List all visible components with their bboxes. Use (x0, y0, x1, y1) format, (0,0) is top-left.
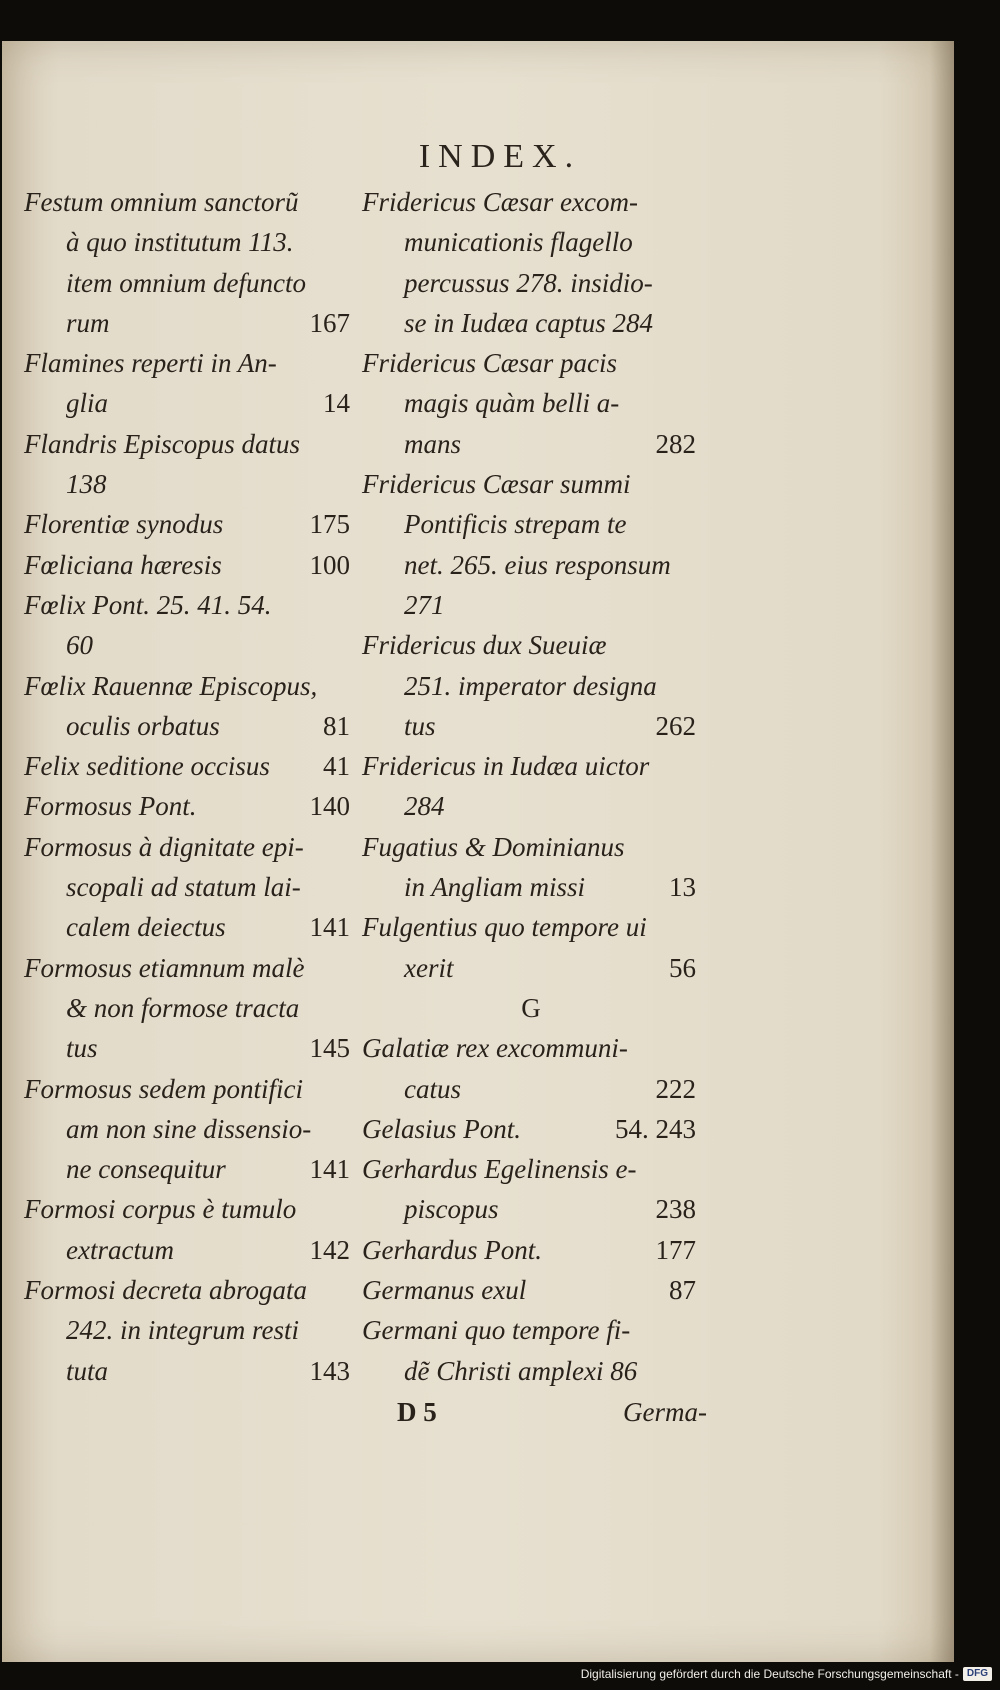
index-entry-line (362, 303, 700, 343)
index-entry-line (24, 303, 354, 343)
entry-text: Florentiæ synodus (24, 509, 224, 540)
entry-text: Fœlix Rauennæ Episcopus, (24, 670, 318, 701)
index-entry-line (362, 625, 700, 665)
index-entry-line (24, 182, 354, 222)
entry-text: 251. imperator designa (404, 670, 657, 701)
entry-text: 60 (66, 630, 93, 661)
entry-page-number: 238 (655, 1194, 696, 1225)
index-entry-line (362, 222, 700, 262)
entry-page-number: 167 (309, 307, 350, 338)
index-entry-line (362, 1028, 700, 1068)
index-entry-line (24, 948, 354, 988)
entry-text: 242. in integrum resti (66, 1315, 299, 1346)
index-entry-line (362, 585, 700, 625)
entry-text: Fridericus Cæsar pacis (362, 348, 618, 379)
index-entry-line (24, 263, 354, 303)
index-entry-line (24, 343, 354, 383)
entry-text: xerit (404, 952, 454, 983)
entry-text: Fridericus in Iudæa uictor (362, 751, 650, 782)
entry-page-number: 87 (669, 1275, 696, 1306)
index-entry-line (24, 545, 354, 585)
entry-text: Gerhardus Egelinensis e- (362, 1154, 637, 1185)
entry-page-number: 54. 243 (615, 1113, 696, 1144)
index-entry-line (362, 706, 700, 746)
index-entry-line (362, 666, 700, 706)
index-entry-line (362, 907, 700, 947)
entry-page-number: 145 (309, 1033, 350, 1064)
entry-text: G (521, 992, 541, 1023)
entry-text: Festum omnium sanctorũ (24, 187, 299, 217)
entry-text: Formosus à dignitate epi- (24, 831, 304, 862)
entry-page-number: 282 (655, 428, 696, 459)
entry-text: Formosi corpus è tumulo (24, 1194, 297, 1225)
entry-text: in Angliam missi (404, 872, 586, 903)
index-entry-line (24, 504, 354, 544)
index-entry-line (24, 222, 354, 262)
index-entry-line (24, 424, 354, 464)
entry-text: rum (66, 307, 110, 338)
index-column-right (362, 182, 700, 1391)
entry-text: Gelasius Pont. (362, 1113, 521, 1144)
index-entry-line (362, 182, 700, 222)
entry-text: Felix seditione occisus (24, 751, 270, 782)
entry-text: & non formose tracta (66, 992, 300, 1023)
entry-text: Fridericus Cæsar summi (362, 469, 631, 500)
entry-page-number: 175 (309, 509, 350, 540)
entry-text: Fulgentius quo tempore ui (362, 912, 647, 943)
entry-text: percussus 278. insidio- (404, 267, 653, 298)
entry-text: municationis flagello (404, 227, 633, 258)
index-entry-line (24, 666, 354, 706)
entry-text: net. 265. eius responsum (404, 549, 671, 580)
entry-text: Formosus sedem pontifici (24, 1073, 303, 1104)
entry-text: Fœlix Pont. 25. 41. 54. (24, 589, 272, 620)
entry-text: se in Iudæa captus 284 (404, 307, 653, 338)
entry-text: Flandris Episcopus datus (24, 428, 301, 459)
index-entry-line (362, 867, 700, 907)
entry-text: Formosus etiamnum malè (24, 952, 305, 983)
index-entry-line (362, 1230, 700, 1270)
index-entry-line (362, 746, 700, 786)
index-entry-line (362, 383, 700, 423)
index-entry-line (362, 504, 700, 544)
index-entry-line (24, 827, 354, 867)
index-entry-line (24, 988, 354, 1028)
entry-text: Pontificis strepam te (404, 509, 627, 540)
entry-text: catus (404, 1073, 461, 1104)
index-entry-line (24, 383, 354, 423)
entry-page-number: 41 (323, 751, 350, 782)
index-entry-line (24, 1230, 354, 1270)
entry-text: Germanus exul (362, 1275, 527, 1306)
section-letter (362, 988, 700, 1028)
entry-text: Galatiæ rex excommuni- (362, 1033, 628, 1064)
entry-text: Flamines reperti in An- (24, 348, 277, 379)
index-entry-line (362, 948, 700, 988)
index-entry-line (362, 1351, 700, 1391)
entry-page-number: 141 (309, 1154, 350, 1185)
index-entry-line (362, 1189, 700, 1229)
entry-text: 284 (404, 791, 445, 822)
entry-text: Gerhardus Pont. (362, 1234, 543, 1265)
index-entry-line (24, 625, 354, 665)
entry-text: calem deiectus (66, 912, 226, 943)
index-entry-line (24, 464, 354, 504)
entry-page-number: 13 (669, 872, 696, 903)
entry-text: Fridericus Cæsar excom- (362, 187, 638, 217)
entry-text: Formosus Pont. (24, 791, 197, 822)
index-entry-line (24, 1310, 354, 1350)
entry-text: ne consequitur (66, 1154, 226, 1185)
entry-text: oculis orbatus (66, 710, 220, 741)
entry-text: item omnium defuncto (66, 267, 306, 298)
index-entry-line (362, 786, 700, 826)
page-title: INDEX. (418, 138, 582, 175)
index-entry-line (24, 706, 354, 746)
index-entry-line (24, 1270, 354, 1310)
index-entry-line (362, 1069, 700, 1109)
entry-text: à quo institutum 113. (66, 227, 294, 258)
index-entry-line (362, 343, 700, 383)
index-entry-line (362, 545, 700, 585)
entry-text: tus (66, 1033, 98, 1064)
entry-text: extractum (66, 1234, 174, 1265)
index-entry-line (24, 1069, 354, 1109)
entry-page-number: 100 (309, 549, 350, 580)
entry-text: dẽ Christi amplexi 86 (404, 1355, 638, 1386)
entry-text: scopali ad statum lai- (66, 872, 301, 903)
signature-mark: D 5 (397, 1397, 437, 1427)
index-entry-line (362, 424, 700, 464)
entry-page-number: 56 (669, 952, 696, 983)
entry-page-number: 262 (655, 710, 696, 741)
entry-text: tus (404, 710, 436, 741)
index-entry-line (362, 1270, 700, 1310)
entry-text: 271 (404, 589, 445, 620)
entry-text: Formosi decreta abrogata (24, 1275, 307, 1306)
entry-text: Fœliciana hæresis (24, 549, 222, 580)
index-entry-line (24, 585, 354, 625)
entry-text: glia (66, 388, 109, 419)
entry-text: Germani quo tempore fi- (362, 1315, 631, 1346)
funding-footer (581, 1664, 992, 1684)
entry-text: piscopus (404, 1194, 499, 1225)
index-entry-line (24, 746, 354, 786)
entry-text: Fugatius & Dominianus (362, 831, 625, 862)
index-entry-line (24, 907, 354, 947)
index-entry-line (24, 1149, 354, 1189)
entry-text: magis quàm belli a- (404, 388, 620, 419)
entry-text: tuta (66, 1355, 109, 1386)
entry-text: am non sine dissensio- (66, 1113, 312, 1144)
entry-text: Fridericus dux Sueuiæ (362, 630, 607, 661)
index-entry-line (362, 464, 700, 504)
entry-page-number: 142 (309, 1234, 350, 1265)
entry-text: mans (404, 428, 462, 459)
entry-page-number: 81 (323, 710, 350, 741)
entry-page-number: 140 (309, 791, 350, 822)
index-entry-line (24, 1109, 354, 1149)
entry-page-number: 177 (655, 1234, 696, 1265)
index-entry-line (362, 1109, 700, 1149)
index-entry-line (24, 1351, 354, 1391)
index-entry-line (362, 263, 700, 303)
index-entry-line (24, 1028, 354, 1068)
index-entry-line (24, 1189, 354, 1229)
entry-text: 138 (66, 469, 107, 500)
index-entry-line (24, 786, 354, 826)
footer-text: Digitalisierung gefördert durch die Deutsche Forschungsgemeinschaft - (580, 1667, 959, 1681)
index-column-left (24, 182, 354, 1391)
entry-page-number: 14 (323, 388, 350, 419)
entry-page-number: 222 (655, 1073, 696, 1104)
dfg-logo: DFG (963, 1667, 992, 1681)
index-entry-line (24, 867, 354, 907)
index-entry-line (362, 1149, 700, 1189)
page-edge-shadow (930, 41, 954, 1662)
catchword: Germa- (623, 1397, 707, 1427)
entry-page-number: 141 (309, 912, 350, 943)
index-entry-line (362, 1310, 700, 1350)
index-entry-line (362, 827, 700, 867)
entry-page-number: 143 (309, 1355, 350, 1386)
catchline (397, 1392, 707, 1432)
